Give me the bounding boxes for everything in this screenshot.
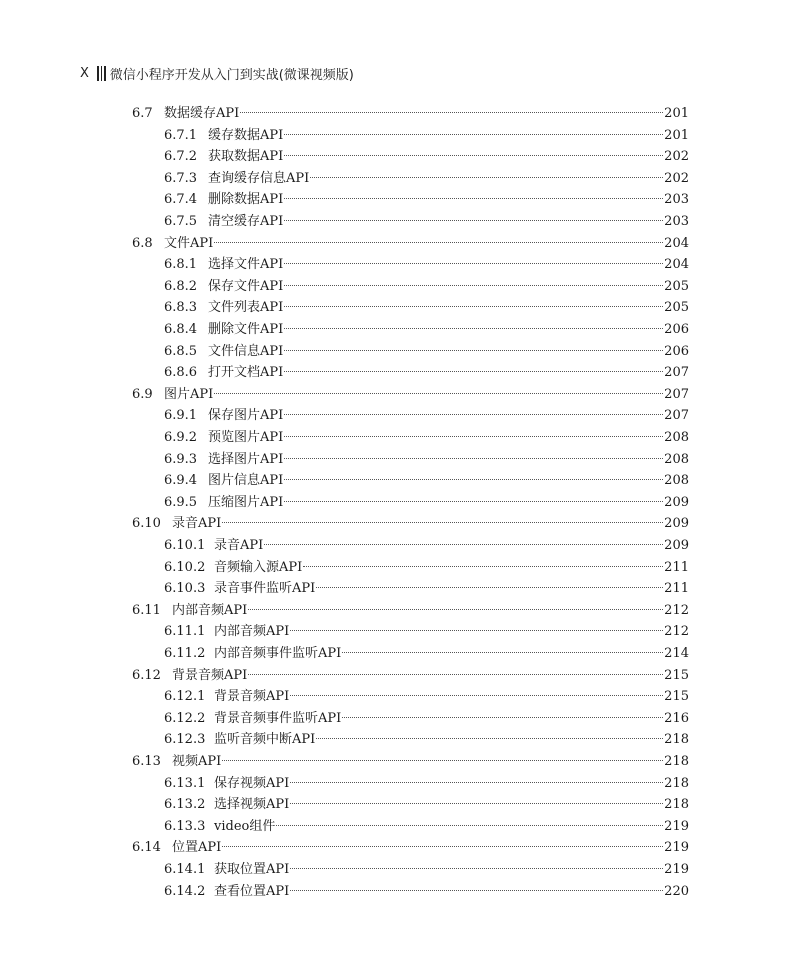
dot-leader xyxy=(284,328,663,329)
toc-entry-title: 删除文件API xyxy=(208,322,284,337)
toc-entry-number: 6.9.3 xyxy=(164,451,198,467)
toc-subsection-entry[interactable] xyxy=(164,297,689,319)
toc-entry-title: 文件列表API xyxy=(208,300,284,316)
dot-leader xyxy=(284,285,663,286)
toc-entry-page: 201 xyxy=(664,127,689,143)
toc-entry-title: 获取数据API xyxy=(208,149,284,165)
dot-leader xyxy=(284,220,663,221)
toc-entry-page: 218 xyxy=(664,754,689,769)
toc-entry-number: 6.9 xyxy=(132,386,153,402)
dot-leader xyxy=(284,458,663,459)
toc-subsection-entry[interactable] xyxy=(164,535,689,557)
dot-leader xyxy=(316,587,663,588)
dot-leader xyxy=(222,522,663,523)
toc-subsection-entry[interactable] xyxy=(164,686,689,708)
toc-entry-page: 204 xyxy=(664,257,689,273)
toc-subsection-entry[interactable] xyxy=(164,773,689,795)
toc-entry-number: 6.11.1 xyxy=(164,624,206,640)
toc-subsection-entry[interactable] xyxy=(164,125,689,147)
toc-subsection-entry[interactable] xyxy=(164,211,689,233)
toc-section-entry[interactable] xyxy=(132,233,689,255)
toc-entry-page: 208 xyxy=(664,451,689,467)
toc-subsection-entry[interactable] xyxy=(164,254,689,276)
toc-subsection-entry[interactable] xyxy=(164,859,689,881)
toc-entry-number: 6.13.3 xyxy=(164,818,206,834)
toc-entry-page: 209 xyxy=(664,538,689,553)
dot-leader xyxy=(284,501,663,502)
toc-entry-number: 6.10.1 xyxy=(164,538,206,553)
toc-entry-number: 6.12.3 xyxy=(164,732,206,748)
toc-section-entry[interactable] xyxy=(132,384,689,406)
dot-leader xyxy=(248,609,663,610)
toc-entry-number: 6.11 xyxy=(132,602,161,618)
toc-entry-page: 208 xyxy=(664,430,689,445)
toc-entry-title: 图片API xyxy=(164,386,214,402)
toc-entry-number: 6.14.1 xyxy=(164,862,206,877)
dot-leader xyxy=(284,198,663,199)
toc-subsection-entry[interactable] xyxy=(164,557,689,579)
toc-subsection-entry[interactable] xyxy=(164,405,689,427)
toc-entry-page: 211 xyxy=(664,559,689,575)
toc-entry-number: 6.10 xyxy=(132,516,161,532)
toc-entry-page: 215 xyxy=(664,667,689,683)
toc-entry-title: 录音事件监听API xyxy=(214,581,316,597)
toc-entry-page: 219 xyxy=(664,862,689,877)
toc-entry-number: 6.7.4 xyxy=(164,192,198,208)
toc-section-entry[interactable] xyxy=(132,837,689,859)
dot-leader xyxy=(284,436,663,437)
toc-entry-title: 清空缓存API xyxy=(208,214,284,229)
toc-subsection-entry[interactable] xyxy=(164,449,689,471)
toc-entry-page: 205 xyxy=(664,278,689,294)
toc-entry-number: 6.8.1 xyxy=(164,257,198,273)
toc-subsection-entry[interactable] xyxy=(164,816,689,838)
dot-leader xyxy=(342,717,663,718)
toc-entry-page: 211 xyxy=(664,581,689,597)
toc-entry-page: 204 xyxy=(664,235,689,251)
toc-entry-title: 监听音频中断API xyxy=(214,732,316,748)
toc-entry-title: 获取位置API xyxy=(214,862,290,877)
toc-entry-page: 212 xyxy=(664,624,689,640)
toc-entry-page: 219 xyxy=(664,840,689,856)
toc-entry-number: 6.8.2 xyxy=(164,278,198,294)
toc-entry-page: 207 xyxy=(664,408,689,424)
toc-entry-page: 215 xyxy=(664,689,689,705)
toc-subsection-entry[interactable] xyxy=(164,492,689,514)
toc-entry-title: 录音API xyxy=(214,538,264,553)
toc-subsection-entry[interactable] xyxy=(164,168,689,190)
dot-leader xyxy=(290,890,663,891)
toc-entry-page: 206 xyxy=(664,322,689,337)
toc-entry-title: 压缩图片API xyxy=(208,494,284,510)
toc-subsection-entry[interactable] xyxy=(164,341,689,363)
dot-leader xyxy=(310,177,663,178)
toc-entry-title: 保存视频API xyxy=(214,775,290,791)
toc-entry-number: 6.8 xyxy=(132,235,153,251)
dot-leader xyxy=(284,155,663,156)
toc-subsection-entry[interactable] xyxy=(164,470,689,492)
toc-subsection-entry[interactable] xyxy=(164,427,689,449)
dot-leader xyxy=(290,630,663,631)
book-title: 微信小程序开发从入门到实战(微课视频版) xyxy=(109,67,354,83)
toc-subsection-entry[interactable] xyxy=(164,708,689,730)
toc-entry-title: 录音API xyxy=(172,516,222,532)
toc-entry-number: 6.7.1 xyxy=(164,127,198,143)
dot-leader xyxy=(290,695,663,696)
dot-leader xyxy=(284,134,663,135)
toc-entry-title: 内部音频API xyxy=(214,624,290,640)
dot-leader xyxy=(276,825,663,826)
dot-leader xyxy=(342,652,663,653)
toc-section-entry[interactable] xyxy=(132,751,689,773)
toc-entry-number: 6.9.1 xyxy=(164,408,198,424)
toc-subsection-entry[interactable] xyxy=(164,621,689,643)
toc-entry-number: 6.14.2 xyxy=(164,883,206,899)
toc-entry-title: 图片信息API xyxy=(208,473,284,489)
toc-entry-title: 内部音频事件监听API xyxy=(214,646,342,661)
toc-subsection-entry[interactable] xyxy=(164,146,689,168)
toc-section-entry[interactable] xyxy=(132,513,689,535)
toc-entry-number: 6.7.3 xyxy=(164,170,198,186)
header-ornament-bars xyxy=(97,66,106,81)
toc-entry-number: 6.12.1 xyxy=(164,689,206,705)
toc-entry-title: 音频输入源API xyxy=(214,559,303,575)
toc-entry-number: 6.13.2 xyxy=(164,797,206,813)
toc-entry-title: 保存文件API xyxy=(208,278,284,294)
dot-leader xyxy=(214,242,663,243)
toc-subsection-entry[interactable] xyxy=(164,643,689,665)
toc-entry-page: 218 xyxy=(664,797,689,813)
toc-entry-title: 背景音频事件监听API xyxy=(214,710,342,726)
toc-entry-number: 6.9.5 xyxy=(164,494,198,510)
toc-subsection-entry[interactable] xyxy=(164,794,689,816)
toc-subsection-entry[interactable] xyxy=(164,189,689,211)
toc-entry-title: 打开文档API xyxy=(208,365,284,381)
toc-entry-title: 缓存数据API xyxy=(208,127,284,143)
toc-entry-title: 背景音频API xyxy=(172,667,248,683)
toc-entry-title: 文件信息API xyxy=(208,343,284,359)
toc-subsection-entry[interactable] xyxy=(164,578,689,600)
toc-entry-number: 6.7.2 xyxy=(164,149,198,165)
dot-leader xyxy=(284,414,663,415)
toc-entry-number: 6.7 xyxy=(132,106,153,121)
toc-entry-number: 6.7.5 xyxy=(164,214,198,229)
toc-entry-number: 6.9.4 xyxy=(164,473,198,489)
toc-subsection-entry[interactable] xyxy=(164,276,689,298)
toc-entry-number: 6.12 xyxy=(132,667,161,683)
toc-entry-page: 202 xyxy=(664,170,689,186)
running-header xyxy=(80,62,354,84)
toc-entry-page: 220 xyxy=(664,883,689,899)
toc-entry-number: 6.8.4 xyxy=(164,322,198,337)
toc-entry-page: 219 xyxy=(664,818,689,834)
toc-entry-number: 6.8.5 xyxy=(164,343,198,359)
toc-entry-page: 214 xyxy=(664,646,689,661)
dot-leader xyxy=(222,760,663,761)
toc-entry-number: 6.10.3 xyxy=(164,581,206,597)
toc-entry-title: 选择文件API xyxy=(208,257,284,273)
dot-leader xyxy=(264,544,663,545)
toc-section-entry[interactable] xyxy=(132,665,689,687)
dot-leader xyxy=(248,674,663,675)
toc-subsection-entry[interactable] xyxy=(164,729,689,751)
toc-entry-number: 6.10.2 xyxy=(164,559,206,575)
dot-leader xyxy=(284,263,663,264)
toc-entry-title: 删除数据API xyxy=(208,192,284,208)
dot-leader xyxy=(290,868,663,869)
toc-entry-page: 203 xyxy=(664,214,689,229)
toc-entry-title: 查看位置API xyxy=(214,883,290,899)
dot-leader xyxy=(284,306,663,307)
dot-leader xyxy=(222,846,663,847)
toc-entry-page: 218 xyxy=(664,775,689,791)
toc-section-entry[interactable] xyxy=(132,600,689,622)
toc-entry-title: 选择图片API xyxy=(208,451,284,467)
toc-entry-number: 6.8.6 xyxy=(164,365,198,381)
dot-leader xyxy=(284,350,663,351)
dot-leader xyxy=(214,393,663,394)
toc-entry-title: 保存图片API xyxy=(208,408,284,424)
toc-entry-number: 6.14 xyxy=(132,840,161,856)
toc-entry-number: 6.13.1 xyxy=(164,775,206,791)
toc-subsection-entry[interactable] xyxy=(164,881,689,903)
toc-entry-page: 209 xyxy=(664,516,689,532)
toc-entry-title: 查询缓存信息API xyxy=(208,170,310,186)
dot-leader xyxy=(284,479,663,480)
toc-entry-number: 6.9.2 xyxy=(164,430,198,445)
dot-leader xyxy=(303,566,663,567)
toc-entry-title: 视频API xyxy=(172,754,222,769)
toc-entry-number: 6.12.2 xyxy=(164,710,206,726)
toc-entry-page: 216 xyxy=(664,710,689,726)
toc-entry-title: 选择视频API xyxy=(214,797,290,813)
toc-entry-page: 202 xyxy=(664,149,689,165)
dot-leader xyxy=(290,803,663,804)
toc-entry-page: 206 xyxy=(664,343,689,359)
toc-entry-page: 205 xyxy=(664,300,689,316)
toc-entry-title: 内部音频API xyxy=(172,602,248,618)
page-number: X xyxy=(80,65,89,81)
toc-entry-title: 预览图片API xyxy=(208,430,284,445)
toc-entry-title: 数据缓存API xyxy=(164,106,240,121)
dot-leader xyxy=(240,112,663,113)
toc-entry-number: 6.11.2 xyxy=(164,646,206,661)
dot-leader xyxy=(290,782,663,783)
toc-entry-number: 6.8.3 xyxy=(164,300,198,316)
toc-entry-number: 6.13 xyxy=(132,754,161,769)
toc-entry-page: 208 xyxy=(664,473,689,489)
toc-entry-page: 212 xyxy=(664,602,689,618)
toc-entry-page: 209 xyxy=(664,494,689,510)
toc-entry-title: 文件API xyxy=(164,235,214,251)
toc-entry-page: 218 xyxy=(664,732,689,748)
toc-entry-page: 207 xyxy=(664,365,689,381)
toc-entry-page: 207 xyxy=(664,386,689,402)
toc-entry-page: 203 xyxy=(664,192,689,208)
toc-entry-page: 201 xyxy=(664,106,689,121)
toc-subsection-entry[interactable] xyxy=(164,362,689,384)
toc-entry-title: video组件 xyxy=(214,818,276,834)
toc-entry-title: 位置API xyxy=(172,840,222,856)
toc-entry-title: 背景音频API xyxy=(214,689,290,705)
dot-leader xyxy=(284,371,663,372)
dot-leader xyxy=(316,738,663,739)
toc-section-entry[interactable] xyxy=(132,103,689,125)
toc-subsection-entry[interactable] xyxy=(164,319,689,341)
